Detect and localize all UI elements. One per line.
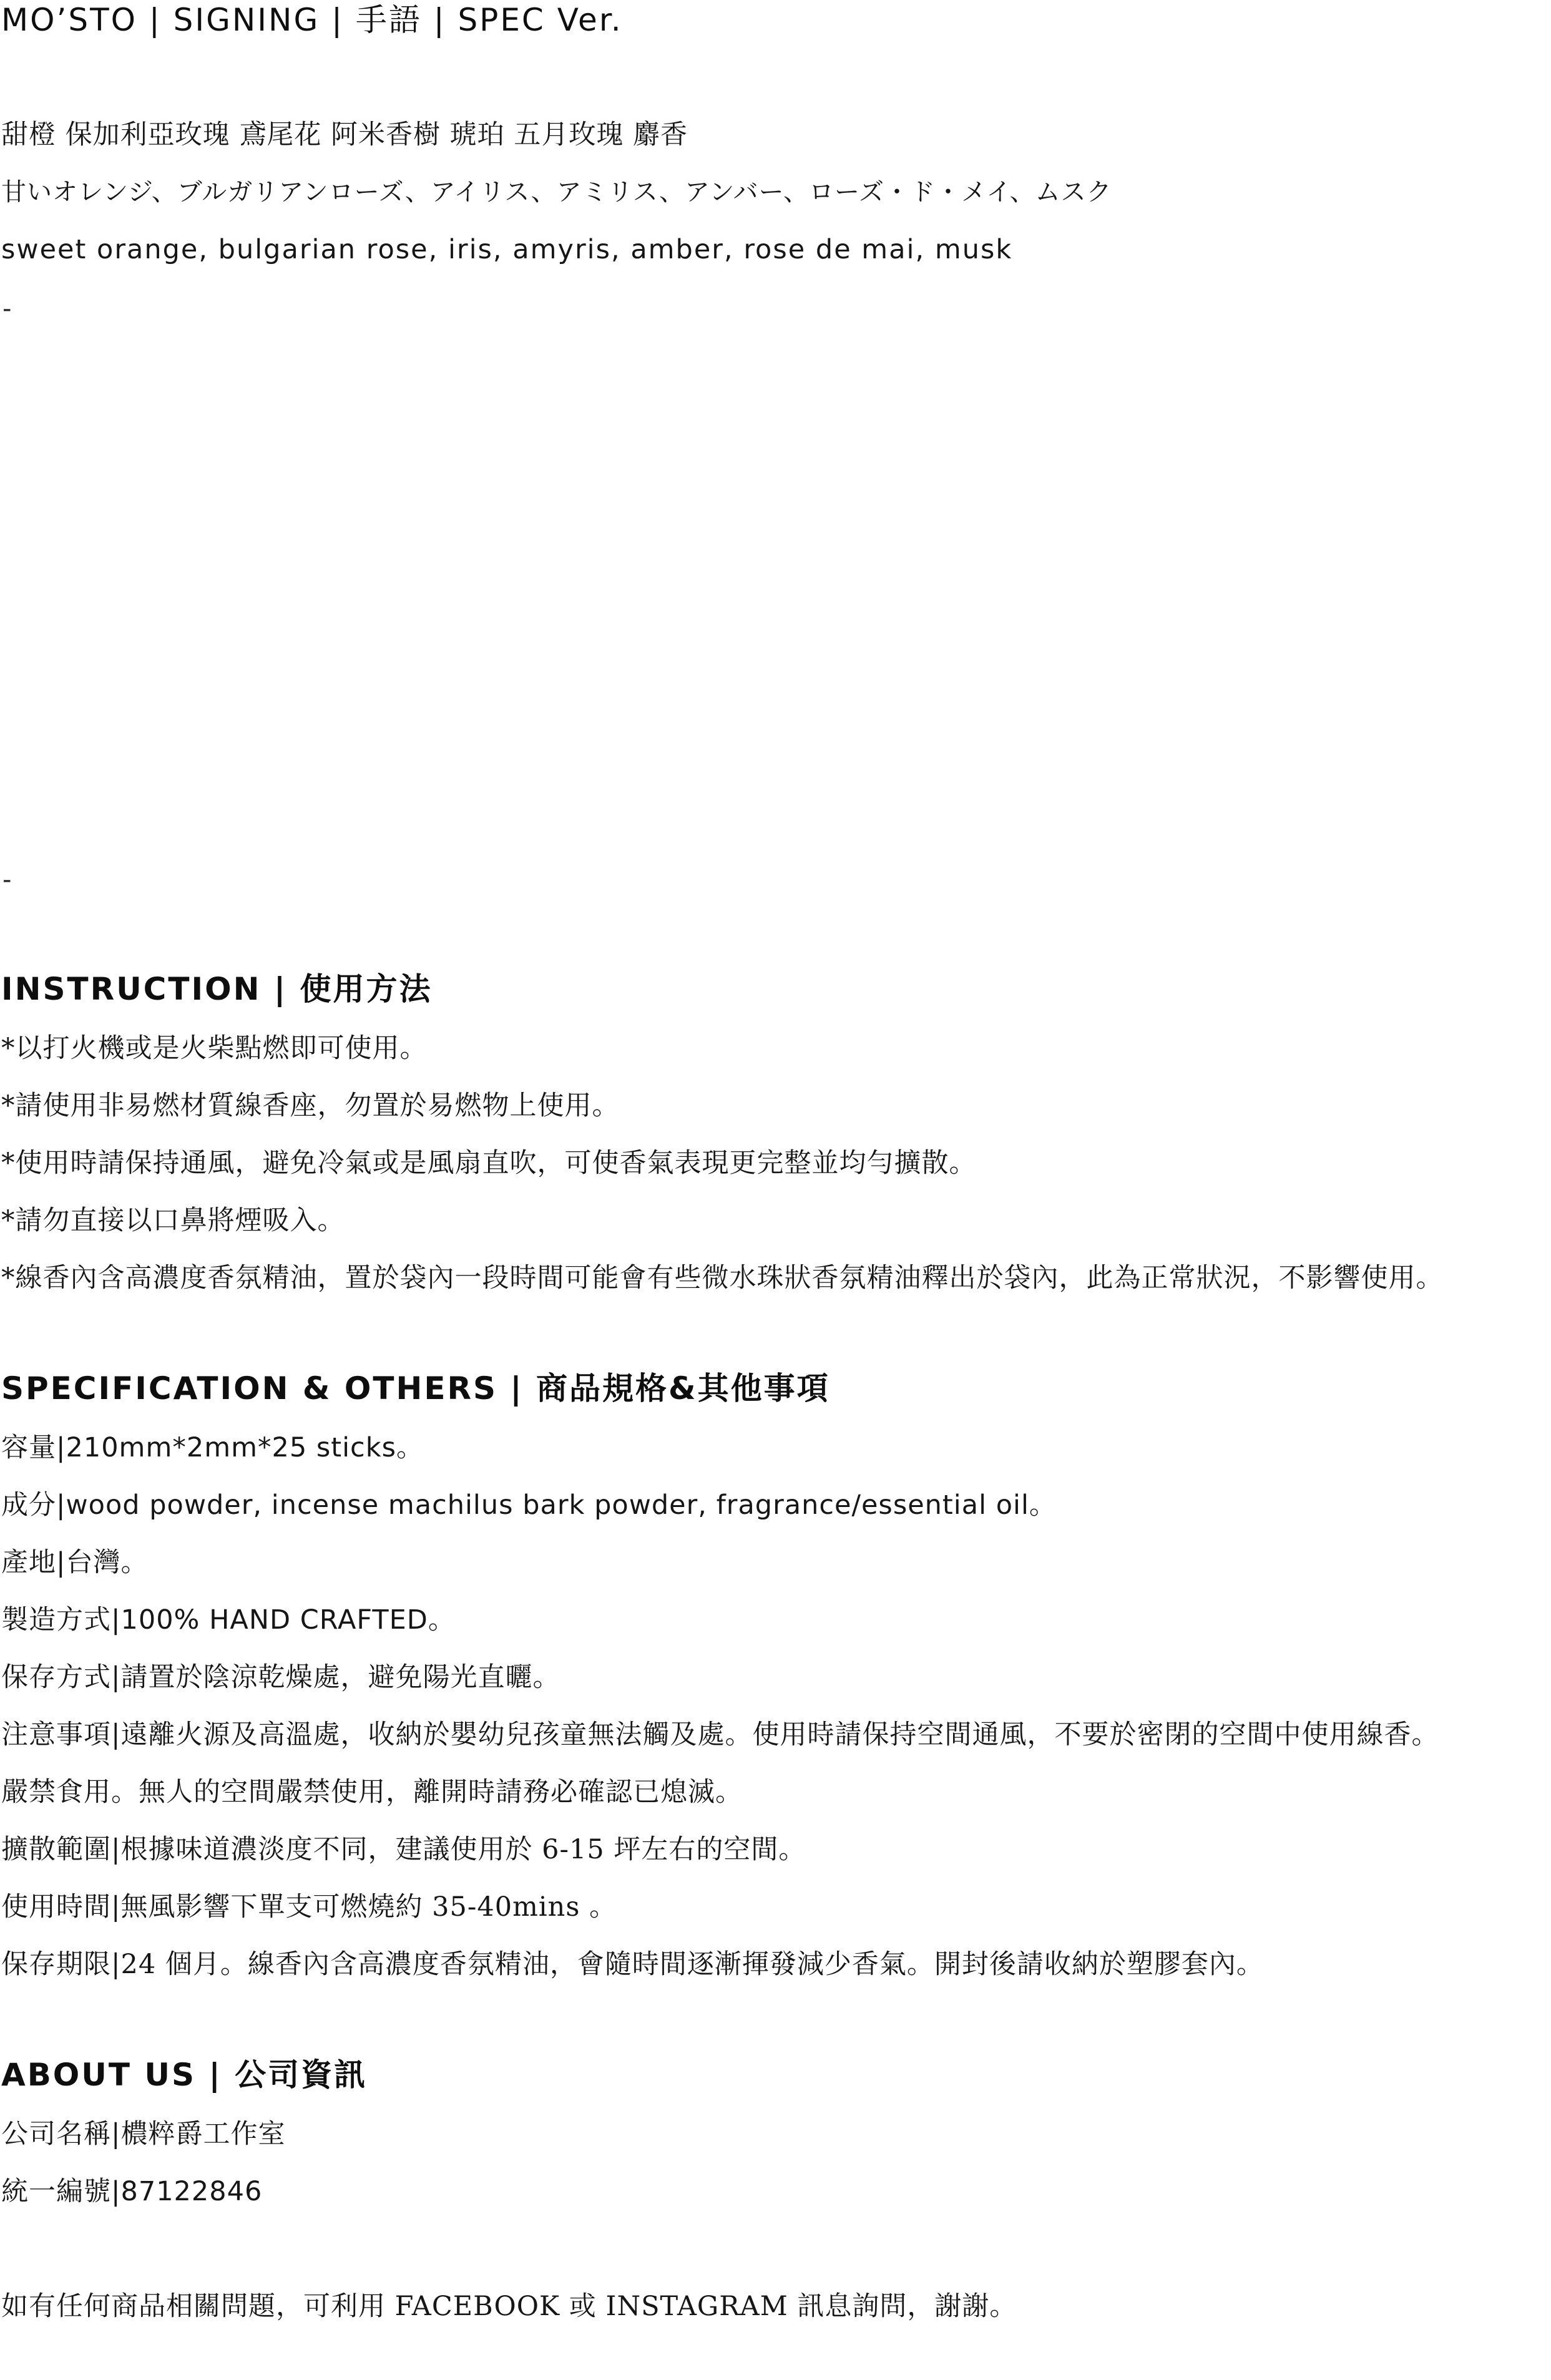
about-heading: ABOUT US | 公司資訊 [1,2057,368,2093]
spec-item: 產地|台灣。 [1,1547,149,1578]
instruction-heading: INSTRUCTION | 使用方法 [1,971,433,1007]
spec-item: 成分|wood powder, incense machilus bark powder, fragrance/essential oil。 [1,1490,1057,1521]
instruction-item: *請使用非易燃材質線香座，勿置於易燃物上使用。 [1,1090,620,1121]
divider-dash-top: - [2,295,12,323]
spec-item: 嚴禁食用。無人的空間嚴禁使用，離開時請務必確認已熄滅。 [1,1777,743,1808]
notes-japanese: 甘いオレンジ、ブルガリアンローズ、アイリス、アミリス、アンバー、ローズ・ド・メイ、ムスク [1,178,1112,207]
notes-chinese: 甜橙 保加利亞玫瑰 鳶尾花 阿米香樹 琥珀 五月玫瑰 麝香 [1,119,688,150]
page-title: MO’STO | SIGNING | 手語 | SPEC Ver. [1,2,623,38]
instruction-item: *以打火機或是火柴點燃即可使用。 [1,1033,428,1064]
notes-english: sweet orange, bulgarian rose, iris, amyris, amber, rose de mai, musk [1,234,1013,265]
spec-item: 容量|210mm*2mm*25 sticks。 [1,1432,424,1463]
specification-heading: SPECIFICATION & OTHERS | 商品規格&其他事項 [1,1370,830,1407]
spec-item: 注意事項|遠離火源及高溫處，收納於嬰幼兒孩童無法觸及處。使用時請保持空間通風，不要於密閉的空間中使用線香。 [1,1719,1439,1750]
spec-item: 保存方式|請置於陰涼乾燥處，避免陽光直曬。 [1,1662,560,1693]
contact-note: 如有任何商品相關問題，可利用 FACEBOOK 或 INSTAGRAM 訊息詢問，謝謝。 [1,2291,1017,2322]
spec-item: 擴散範圍|根據味道濃淡度不同，建議使用於 6-15 坪左右的空間。 [1,1834,806,1865]
about-item: 統一編號|87122846 [1,2176,263,2207]
spec-item: 使用時間|無風影響下單支可燃燒約 35-40mins 。 [1,1891,617,1923]
spec-item: 製造方式|100% HAND CRAFTED。 [1,1604,456,1636]
instruction-item: *請勿直接以口鼻將煙吸入。 [1,1205,345,1236]
spec-item: 保存期限|24 個月。線香內含高濃度香氛精油，會隨時間逐漸揮發減少香氣。開封後請收納於塑膠套內。 [1,1949,1264,1980]
instruction-item: *使用時請保持通風，避免冷氣或是風扇直吹，可使香氣表現更完整並均勻擴散。 [1,1148,977,1179]
about-item: 公司名稱|檂粹爵工作室 [1,2119,286,2150]
divider-dash-bottom: - [2,866,12,894]
instruction-item: *線香內含高濃度香氛精油，置於袋內一段時間可能會有些微水珠狀香氛精油釋出於袋內，此為正常狀況，不影響使用。 [1,1262,1444,1294]
